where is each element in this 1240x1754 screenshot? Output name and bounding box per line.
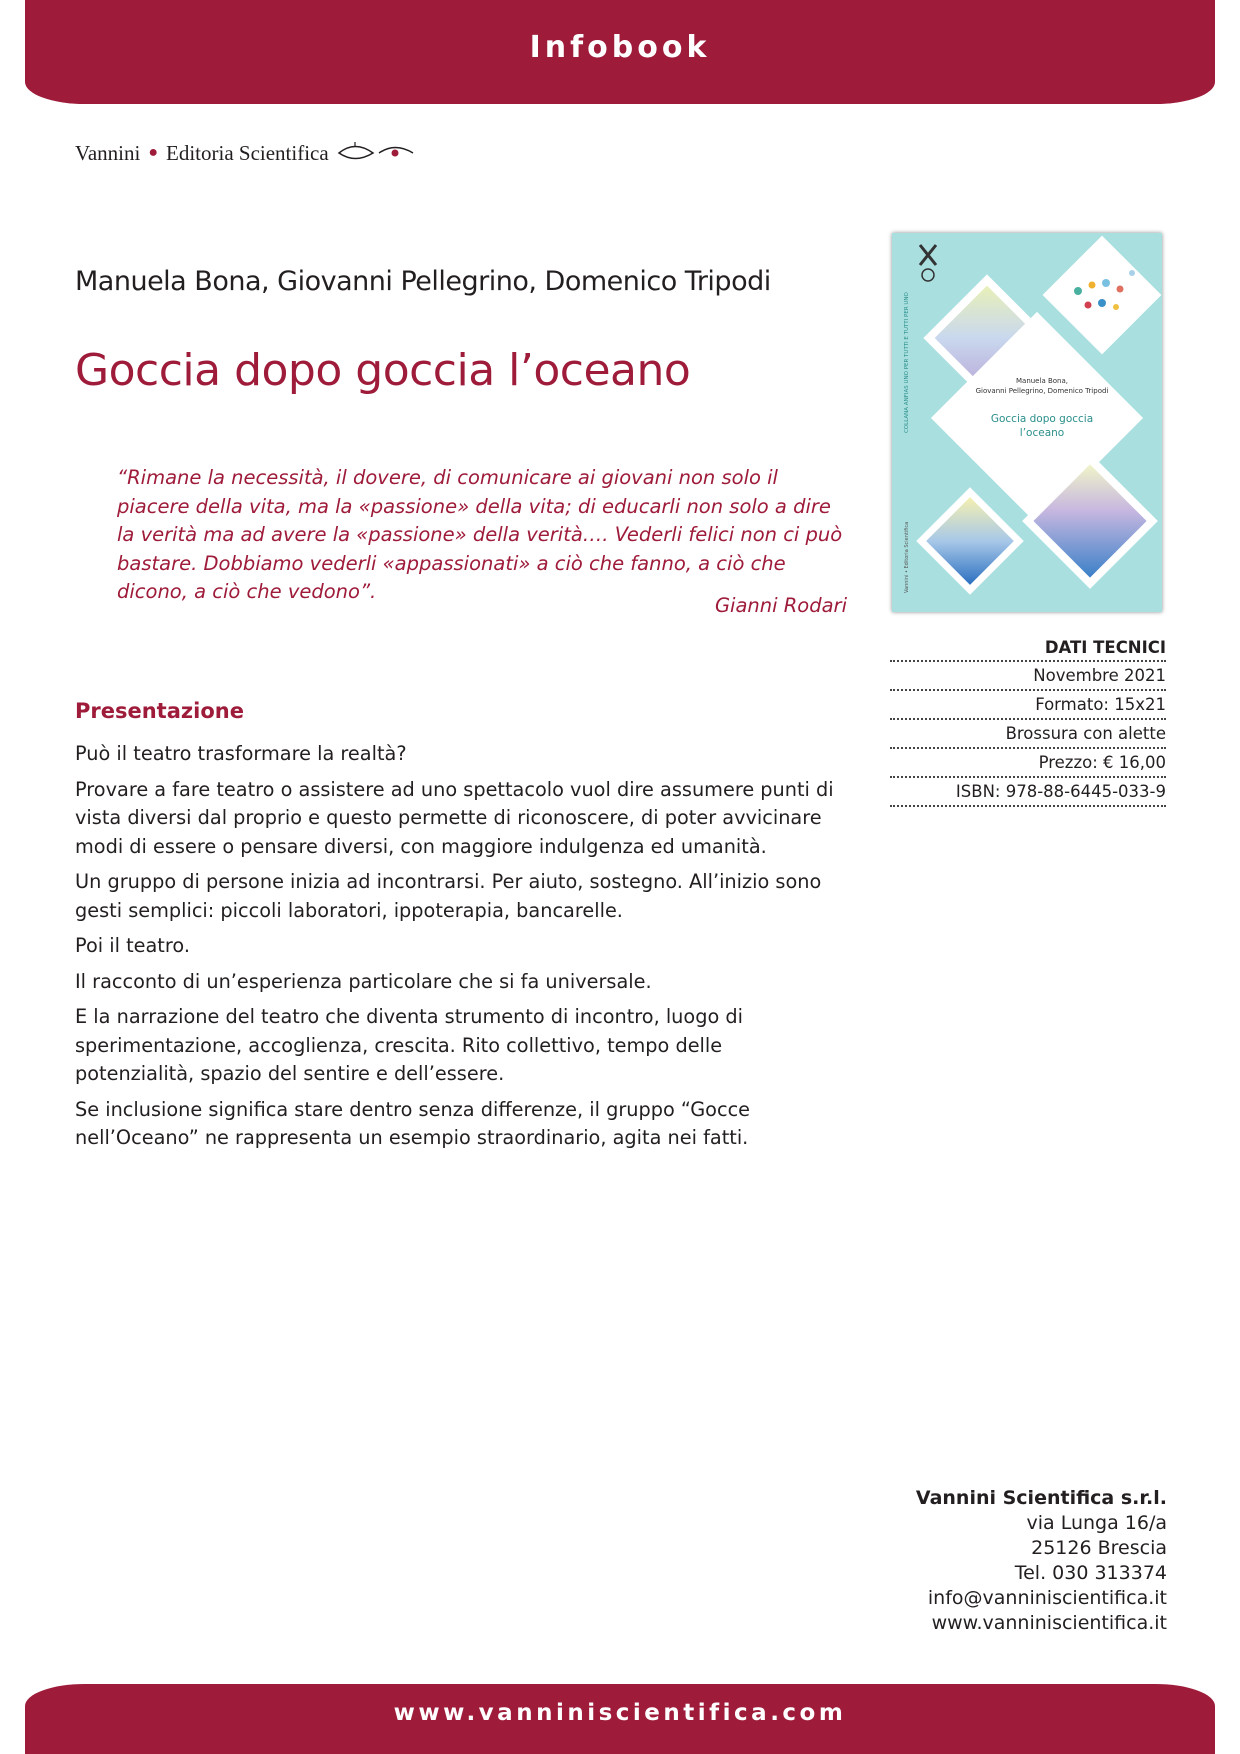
presentation-paragraph: Se inclusione significa stare dentro senza differenze, il gruppo “Gocce nell’Oceano” ne rappresenta un esempio straordinario, agita nei fatti. xyxy=(75,1097,751,1149)
cover-publisher: Vannini • Editoria Scientifica xyxy=(904,521,910,593)
cover-artwork xyxy=(892,233,1162,612)
contact-city: 25126 Brescia xyxy=(1031,1537,1167,1559)
presentation-heading: Presentazione xyxy=(75,699,244,723)
cover-series: COLLANA ANFIAS UNO PER TUTTI E TUTTI PER UNO xyxy=(904,292,910,433)
presentation-paragraph: Provare a fare teatro o assistere ad uno spettacolo vuol dire assumere punti di vista diversi dal proprio e questo permette di riconoscere, di poter avvicinare modi di essere o pensare diversi, con maggiore indulgenza ed umanità. xyxy=(75,777,834,858)
technical-date: Novembre 2021 xyxy=(890,662,1166,691)
presentation-paragraph: Poi il teatro. xyxy=(75,934,190,957)
book-title: Goccia dopo goccia l’oceano xyxy=(75,345,691,396)
epigraph-author: Gianni Rodari xyxy=(714,594,847,617)
publisher-name-right: Editoria Scientifica xyxy=(166,140,329,165)
footer-banner xyxy=(25,1684,1215,1754)
book-cover xyxy=(892,233,1162,612)
technical-binding: Brossura con alette xyxy=(890,720,1166,749)
presentation-paragraph: Il racconto di un’esperienza particolare che si fa universale. xyxy=(75,969,652,993)
publisher-logo xyxy=(75,140,415,166)
contact-company: Vannini Scientifica s.r.l. xyxy=(915,1487,1167,1509)
cover-authors-line1: Manuela Bona, xyxy=(1015,377,1069,385)
presentation-paragraph: Un gruppo di persone inizia ad incontrarsi. Per aiuto, sostegno. All’inizio sono gesti semplici: piccoli laboratori, ippoterapia, bancarelle. xyxy=(75,870,822,922)
contact-street: via Lunga 16/a xyxy=(1026,1512,1167,1534)
technical-format: Formato: 15x21 xyxy=(890,691,1166,720)
publisher-name-left: Vannini xyxy=(75,140,141,165)
header-banner xyxy=(25,0,1215,104)
cover-authors-line2: Giovanni Pellegrino, Domenico Tripodi xyxy=(975,387,1109,395)
presentation-paragraph: E la narrazione del teatro che diventa strumento di incontro, luogo di sperimentazione, accoglienza, crescita. Rito collettivo, tempo delle potenzialità, spazio del sentire e dell’essere. xyxy=(75,1005,743,1085)
cover-title-line2: l’oceano xyxy=(1019,427,1065,439)
publisher-contacts xyxy=(916,1486,1167,1636)
banner-label: Infobook xyxy=(529,29,711,65)
contact-email[interactable]: info@vanniniscientifica.it xyxy=(927,1587,1167,1609)
separator-dot-icon: ● xyxy=(148,144,158,161)
technical-data xyxy=(890,635,1166,807)
epigraph-quote: “Rimane la necessità, il dovere, di comunicare ai giovani non solo il piacere della vita, ma la «passione» della vita; di educarli non solo a dire la verità ma ad avere la «passione» della verità…. Vederli felici non ci può bastare. Dobbiamo vederli «appassionati» a ciò che fanno, a ciò che dicono, a ciò che vedono”. xyxy=(117,466,843,603)
presentation-paragraph: Può il teatro trasformare la realtà? xyxy=(75,742,407,765)
contact-phone: Tel. 030 313374 xyxy=(1014,1562,1167,1584)
technical-heading: DATI TECNICI xyxy=(890,635,1166,662)
footer-url[interactable]: www.vanniniscientifica.com xyxy=(393,1700,847,1726)
book-authors: Manuela Bona, Giovanni Pellegrino, Domenico Tripodi xyxy=(75,266,771,297)
contact-website[interactable]: www.vanniniscientifica.it xyxy=(931,1612,1167,1634)
presentation-body xyxy=(75,740,847,1160)
eyes-logo-icon xyxy=(337,140,415,166)
technical-isbn: ISBN: 978-88-6445-033-9 xyxy=(890,778,1166,807)
cover-title-line1: Goccia dopo goccia xyxy=(990,413,1094,425)
technical-price: Prezzo: € 16,00 xyxy=(890,749,1166,778)
